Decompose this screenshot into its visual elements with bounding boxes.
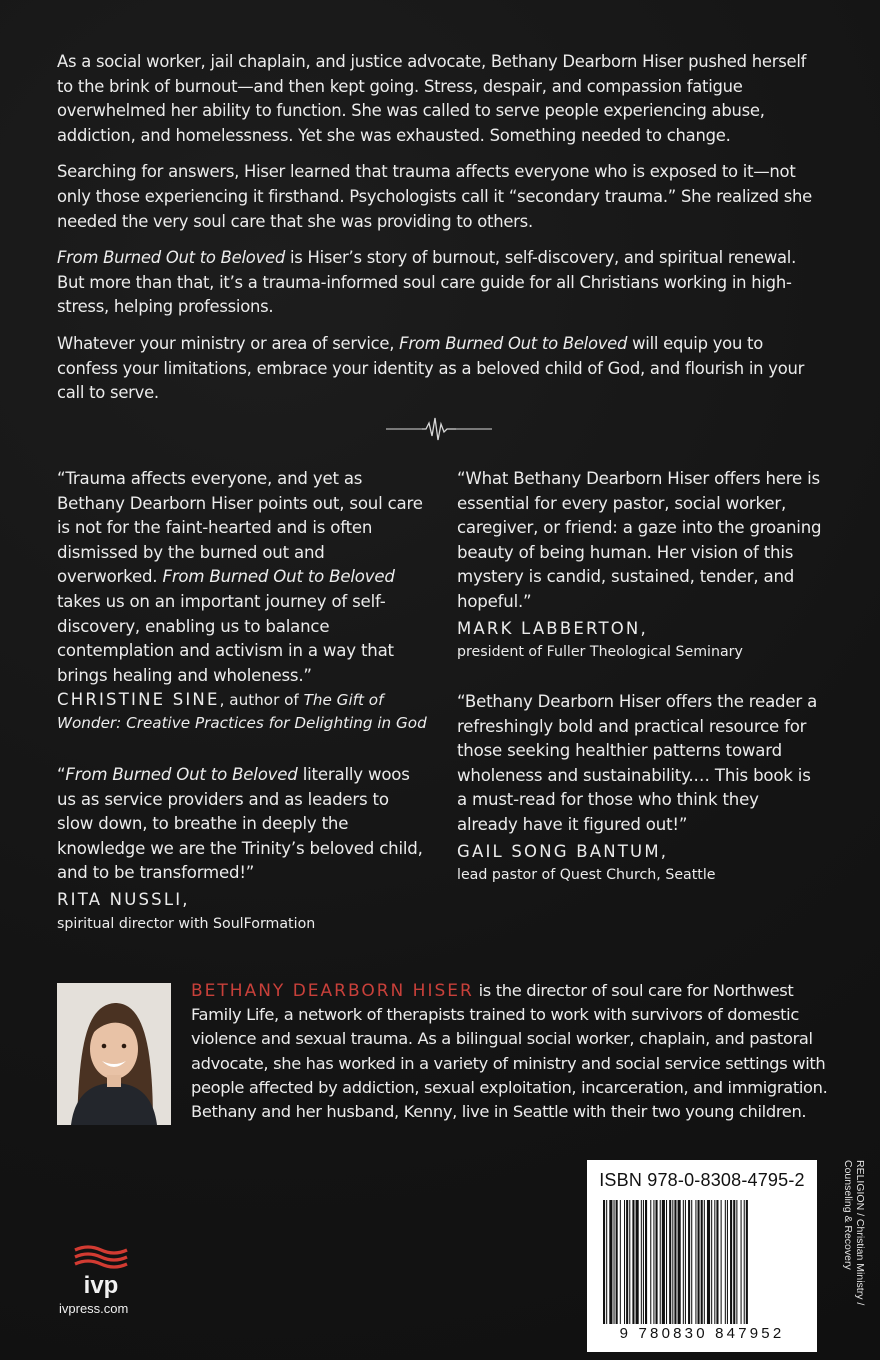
barcode-bar <box>714 1200 715 1324</box>
barcode-bar <box>645 1200 647 1324</box>
barcode-bar <box>685 1200 686 1324</box>
book-title: From Burned Out to Beloved <box>399 333 628 353</box>
comma: , <box>219 691 230 710</box>
endorser-role: author of <box>229 691 304 710</box>
endorsement-rita-nussli <box>57 763 427 935</box>
barcode-bar <box>701 1200 703 1324</box>
blurb-paragraph-2: Searching for answers, Hiser learned that trauma affects everyone who is exposed to it—not only those experiencing it firsthand. Psychologists call it “secondary trauma.” She realized she needed the very soul care that she was providing to others. <box>57 162 812 231</box>
endorser-name: GAIL SONG BANTUM, <box>457 841 669 861</box>
barcode-bar <box>609 1200 612 1324</box>
endorsement-text: “Bethany Dearborn Hiser offers the reader a refreshingly bold and practical resource for those seeking healthier patterns toward wholeness and sustainability.… This book is a must-read for those who think they already have it figured out!” <box>457 692 818 834</box>
blurb-paragraph-4-start: Whatever your ministry or area of service, <box>57 333 400 353</box>
barcode-bar <box>650 1200 651 1324</box>
author-bio-body: is the director of soul care for Northwest Family Life, a network of therapists trained to work with survivors of domestic violence and sexual trauma. As a bilingual social worker, chaplain, and pastoral advocate, she has worked in a variety of ministry and social service settings with people affected by addiction, sexual exploitation, incarceration, and immigration. Bethany and her husband, Kenny, live in Seattle with their two young children. <box>191 981 828 1122</box>
barcode-bar <box>656 1200 658 1324</box>
barcode-bar <box>666 1200 667 1324</box>
barcode-bar <box>616 1200 618 1324</box>
blurb-paragraph-3 <box>57 246 827 320</box>
blurb-paragraph-4-rest: will equip you to confess your limitations, embrace your identity as a beloved child of God, and flourish in your call to serve. <box>57 333 805 403</box>
barcode-bar <box>614 1200 615 1324</box>
barcode-bar <box>707 1200 710 1324</box>
endorser-attribution <box>57 688 427 735</box>
endorsement-christine-sine <box>57 467 427 735</box>
author-photo <box>57 983 171 1125</box>
barcode-bar <box>727 1200 728 1324</box>
endorsement-text-part: takes us on an important journey of self-discovery, enabling us to balance contemplation and activism in a way that brings healing and wholeness.” <box>57 591 394 685</box>
category-line-1: RELIGION / Christian Ministry / <box>854 1160 866 1306</box>
endorsement-text: “What Bethany Dearborn Hiser offers here is essential for every pastor, social worker, caregiver, or friend: a gaze into the groaning beauty of being human. Her vision of this mystery is candid, sustained, tender, and hopeful.” <box>457 469 822 611</box>
barcode-bar <box>641 1200 642 1324</box>
isbn-barcode <box>587 1160 817 1352</box>
barcode-bar <box>629 1200 630 1324</box>
barcode-bar <box>643 1200 644 1324</box>
author-bio <box>191 979 829 1124</box>
barcode-bar <box>736 1200 737 1324</box>
barcode-bar <box>620 1200 621 1324</box>
barcode-bar <box>725 1200 726 1324</box>
barcode-bar <box>603 1200 605 1324</box>
category-line-2: Counseling & Recovery <box>842 1160 854 1270</box>
barcode-bar <box>678 1200 681 1324</box>
barcode-bar <box>683 1200 684 1324</box>
blurb-paragraph-1: As a social worker, jail chaplain, and justice advocate, Bethany Dearborn Hiser pushed herself to the brink of burnout—and then kept going. Stress, despair, and compassion fatigue overwhelmed her ability to function. She was called to serve people experiencing abuse, addiction, and homelessness. Yet she was exhausted. Something needed to change. <box>57 52 807 145</box>
endorser-name: MARK LABBERTON, <box>457 618 648 638</box>
endorsement-text-part: literally woos us as service providers and as leaders to slow down, to breathe in deeply the knowledge we are the Trinity’s beloved child, and to be transformed!” <box>57 765 423 883</box>
blurb-paragraph-3-text: is Hiser’s story of burnout, self-discovery, and spiritual renewal. But more than that, it’s a trauma-informed soul care guide for all Christians working in high-stress, helping professions. <box>57 248 797 317</box>
barcode-bar <box>672 1200 673 1324</box>
endorser-role: president of Fuller Theological Seminary <box>457 644 743 661</box>
barcode-bar <box>746 1200 748 1324</box>
bisac-category <box>826 1160 866 1305</box>
barcode-bar <box>730 1200 732 1324</box>
barcode-bar <box>691 1200 692 1324</box>
book-title: From Burned Out to Beloved <box>162 567 395 587</box>
barcode-bar <box>632 1200 634 1324</box>
barcode-bar <box>698 1200 700 1324</box>
barcode-bar <box>636 1200 639 1324</box>
endorsement-mark-labberton <box>457 467 822 663</box>
barcode-bar <box>662 1200 665 1324</box>
publisher-website: ivpress.com <box>59 1301 129 1316</box>
barcode-bar <box>721 1200 722 1324</box>
barcode-digits: 9 780830 847952 <box>619 1325 785 1342</box>
open-quote: “ <box>57 765 66 784</box>
barcode-bar <box>669 1200 671 1324</box>
barcode-bar <box>733 1200 735 1324</box>
barcode-bar <box>624 1200 625 1324</box>
isbn-number: ISBN 978-0-8308-4795-2 <box>599 1170 805 1190</box>
book-title: From Burned Out to Beloved <box>65 765 298 784</box>
barcode-bar <box>741 1200 742 1324</box>
barcode-bar <box>626 1200 628 1324</box>
endorser-role: spiritual director with SoulFormation <box>57 915 316 932</box>
barcode-bar <box>716 1200 718 1324</box>
ivp-logo-icon <box>73 1243 129 1303</box>
endorsement-text-part: “Trauma affects everyone, and yet as Bethany Dearborn Hiser points out, soul care is not for the faint-hearted and is often dismissed by the burned out and overworked. <box>57 469 423 587</box>
barcode-bar <box>744 1200 745 1324</box>
heartbeat-divider-icon <box>386 414 492 444</box>
endorsement-text <box>57 467 427 688</box>
barcode-bar <box>653 1200 654 1324</box>
barcode-bar <box>695 1200 696 1324</box>
barcode-bar <box>674 1200 676 1324</box>
barcode-bar <box>606 1200 607 1324</box>
blurb-paragraph-4 <box>57 332 827 406</box>
back-cover-blurb <box>57 50 827 418</box>
endorser-name: CHRISTINE SINE <box>57 690 220 710</box>
endorsement-text <box>57 763 427 886</box>
endorsement-gail-song-bantum <box>457 690 822 886</box>
endorser-book-title: The Gift of Wonder: Creative Practices for Delighting in God <box>57 691 427 733</box>
barcode-bar <box>704 1200 705 1324</box>
author-name: BETHANY DEARBORN HISER <box>191 981 474 1001</box>
ivp-logo-text: ivp <box>83 1272 119 1299</box>
book-title: From Burned Out to Beloved <box>57 248 286 268</box>
endorser-name: RITA NUSSLI, <box>57 889 190 909</box>
barcode-bar <box>688 1200 690 1324</box>
author-bio-text <box>191 979 829 1124</box>
barcode-bar <box>660 1200 661 1324</box>
barcode-bars <box>603 1200 801 1324</box>
endorser-role: lead pastor of Quest Church, Seattle <box>457 867 716 884</box>
barcode-bar <box>711 1200 712 1324</box>
